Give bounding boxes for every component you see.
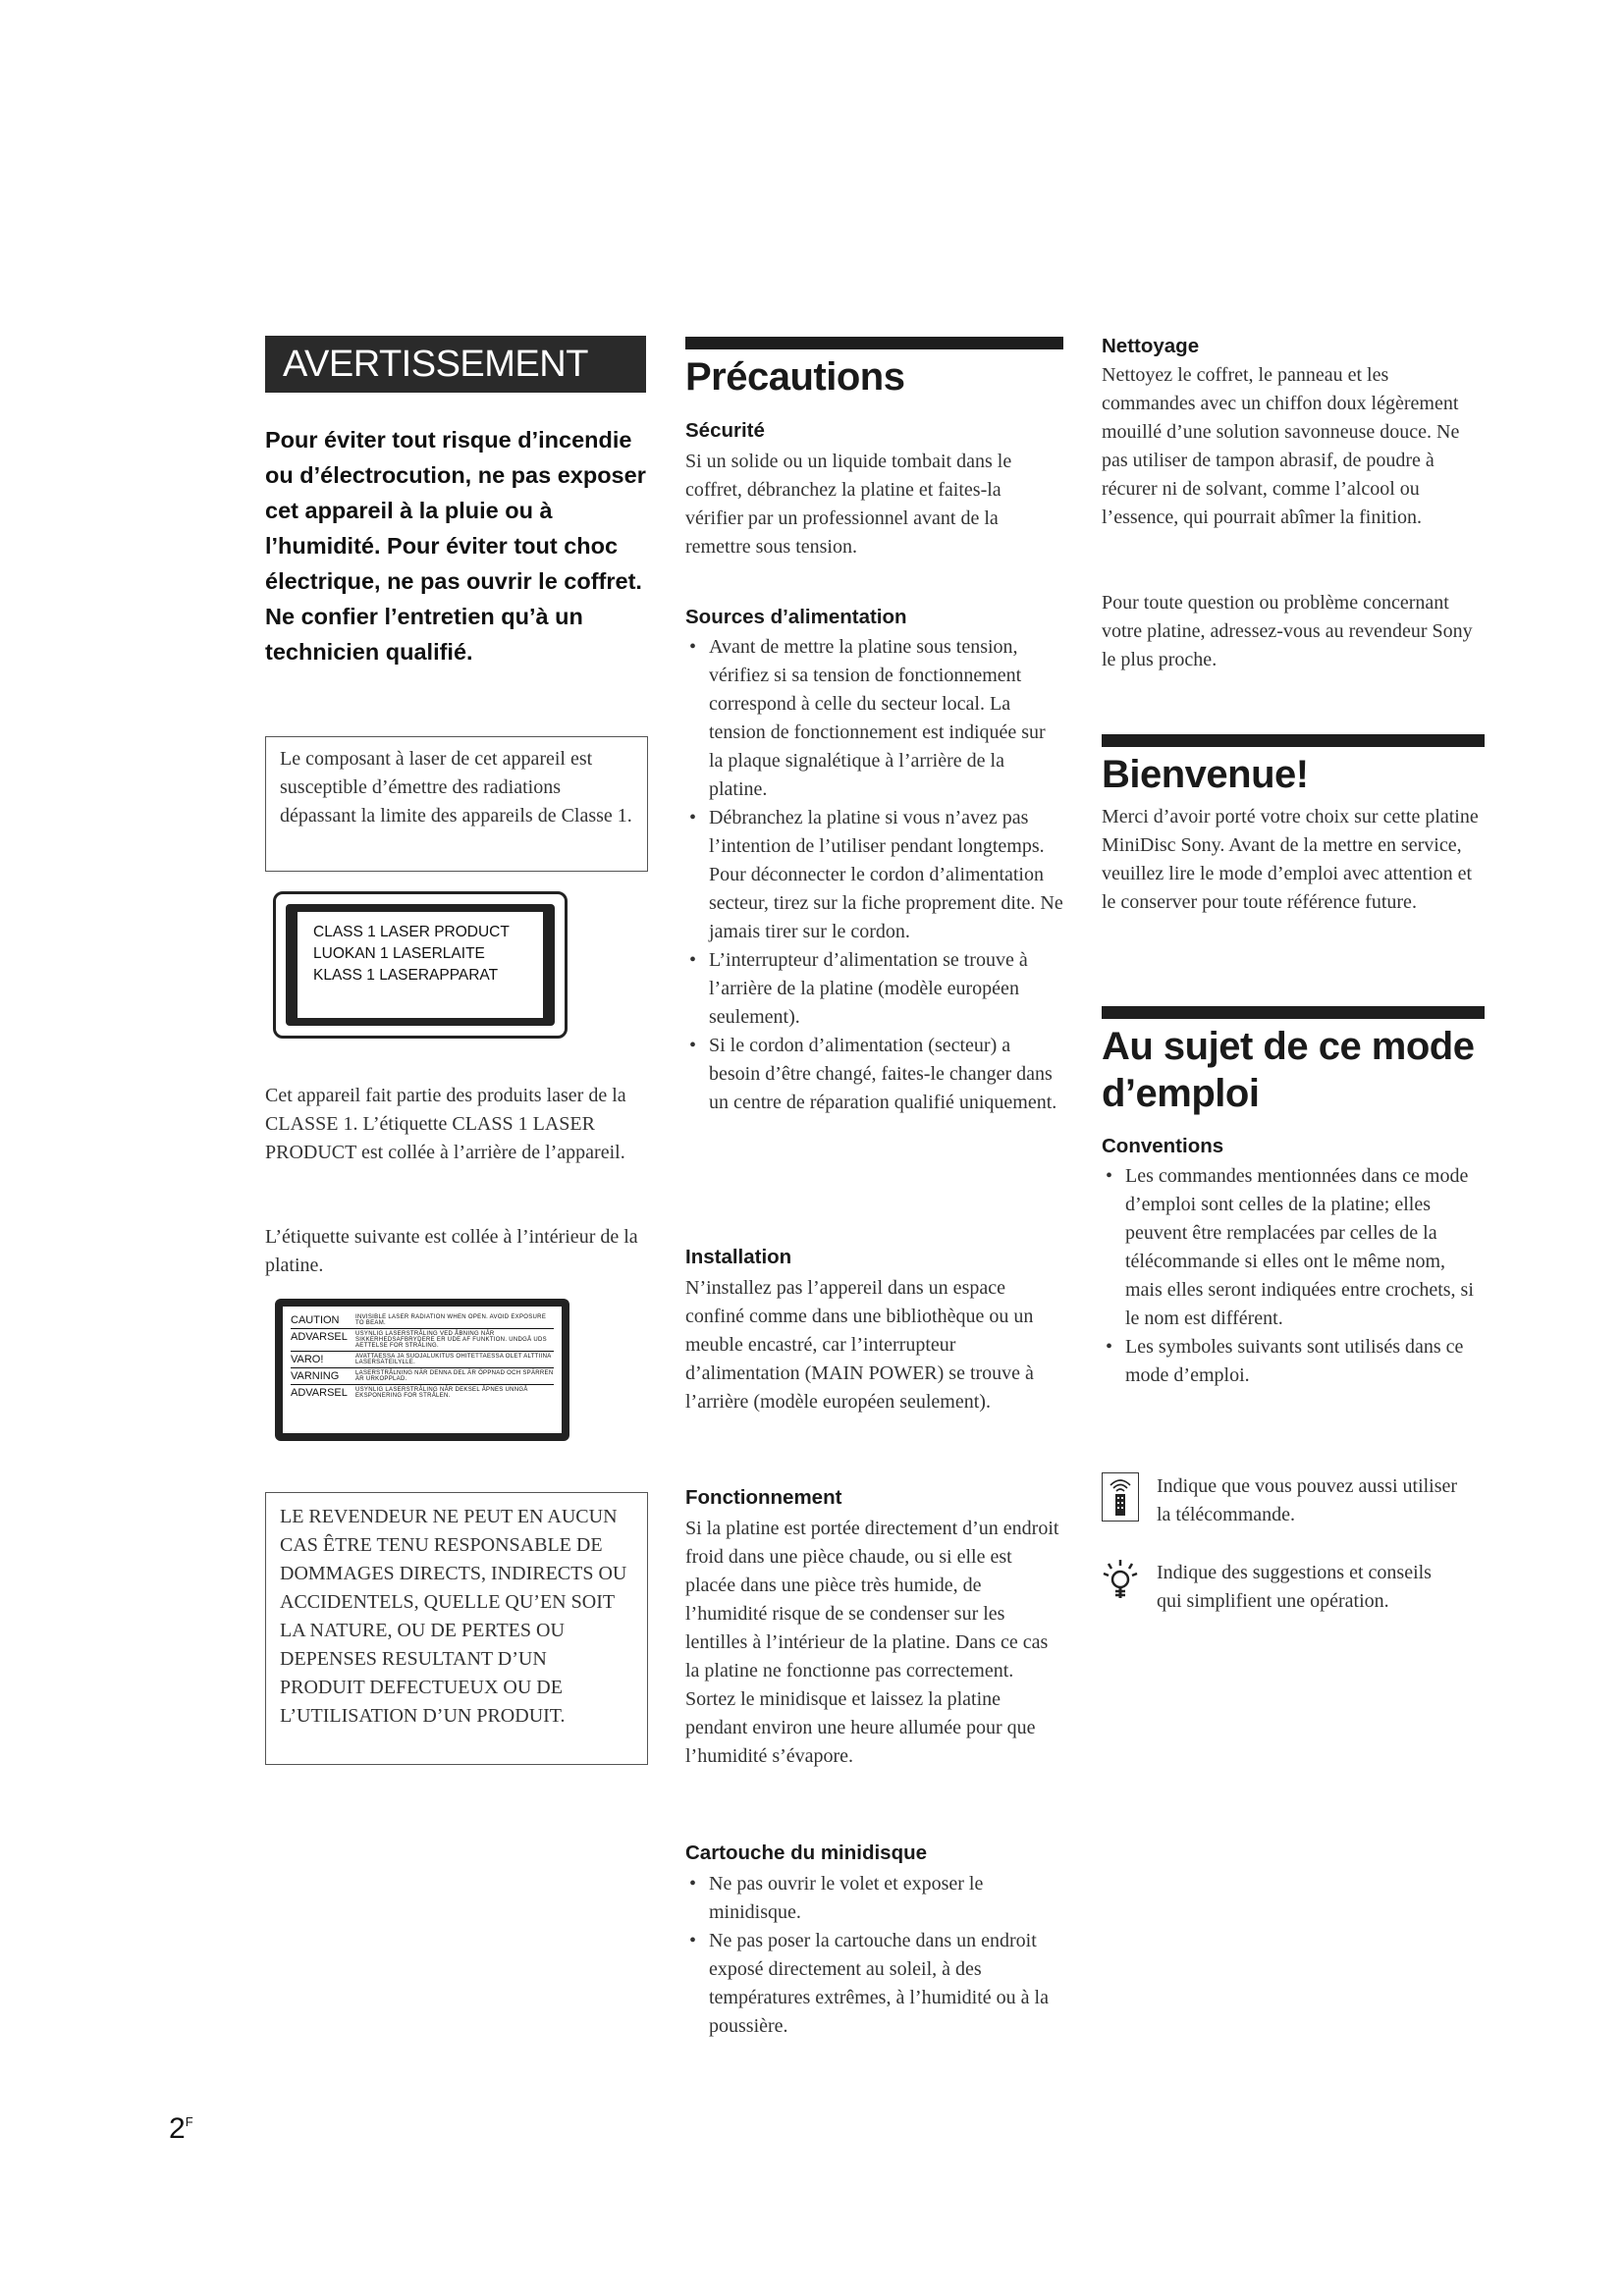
bienvenue-text: Merci d’avoir porté votre choix sur cette platine MiniDisc Sony. Avant de la mettre en service, veuillez lire le mode d’emploi avec attention et le conserver pour toute référence future.: [1102, 806, 1479, 913]
securite-heading: Sécurité: [685, 419, 765, 442]
liability-box: [265, 1492, 648, 1765]
class1-laser-label: [273, 891, 568, 1039]
remote-note: Indique que vous pouvez aussi utiliser la télécommande.: [1157, 1475, 1458, 1525]
warning-label-row: VARNING LASERSTRÅLNING NÄR DENNA DEL ÄR ÖPPNAD OCH SPÄRREN ÄR URKOPPLAD.: [291, 1368, 554, 1385]
cartouche-list: [685, 1870, 1063, 2041]
page-suffix: F: [185, 2114, 193, 2129]
bienvenue-title: Bienvenue!: [1102, 753, 1309, 796]
list-item: • Ne pas ouvrir le volet et exposer le minidisque.: [685, 1870, 1063, 1927]
warning-label-row: VARO! AVATTAESSA JA SUOJALUKITUS OHITETTAESSA OLET ALTTIINA LASERSÄTEILYLLE.: [291, 1352, 554, 1368]
warning-label-row: ADVARSEL USYNLIG LASERSTRÅLING VED ÅBNING NÅR SIKKERHEDSAFBRYDERE ER UDE AF FUNKTION. UNDGÅ UDS AETTELSE FOR STRÅLING.: [291, 1329, 554, 1352]
laser-notice-box: [265, 736, 648, 872]
ausujet-title: Au sujet de ce mode d’emploi: [1102, 1025, 1475, 1115]
remote-symbol-row: [1102, 1472, 1471, 1529]
remote-control-icon: [1102, 1472, 1139, 1522]
securite-text: Si un solide ou un liquide tombait dans le coffret, débranchez la platine et faites-la vérifier par un professionnel avant de la remettre sous tension.: [685, 451, 1012, 558]
safety-warning-text: Pour éviter tout risque d’incendie ou d’électrocution, ne pas exposer cet appareil à la pluie ou à l’humidité. Pour éviter tout choc électrique, ne pas ouvrir le coffret. Ne confier l’entretien qu’à un technicien qualifié.: [265, 427, 646, 665]
contact-text: Pour toute question ou problème concernant votre platine, adressez-vous au revendeur Sony le plus proche.: [1102, 592, 1473, 670]
sources-list: [685, 633, 1063, 1117]
cartouche-heading: Cartouche du minidisque: [685, 1842, 928, 1864]
sources-heading: Sources d’alimentation: [685, 606, 907, 628]
list-item: • L’interrupteur d’alimentation se trouve à l’arrière de la platine (modèle européen seulement).: [685, 946, 1063, 1032]
laser-label-line: CLASS 1 LASER PRODUCT: [313, 924, 510, 940]
section-rule: [1102, 1006, 1485, 1019]
precautions-title: Précautions: [685, 355, 905, 399]
nettoyage-text: Nettoyez le coffret, le panneau et les commandes avec un chiffon doux légèrement mouillé d’une solution savonneuse douce. Ne pas utiliser de tampon abrasif, de poudre à récurer ni de solvant, comme l’alcool ou l’essence, qui pourrait abîmer la finition.: [1102, 364, 1460, 528]
installation-text: N’installez pas l’appereil dans un espace confiné comme dans une bibliothèque ou un meuble encastré, car l’interrupteur d’alimentation (MAIN POWER) se trouve à l’arrière (modèle européen seulement).: [685, 1277, 1034, 1413]
laser-warning-label: [275, 1299, 569, 1441]
installation-heading: Installation: [685, 1246, 792, 1268]
warning-label-row: ADVARSEL USYNLIG LASERSTRÅLING NÅR DEKSEL ÅPNES UNNGÅ EKSPONERING FOR STRÅLEN.: [291, 1387, 528, 1399]
section-rule: [685, 337, 1063, 349]
list-item: • Si le cordon d’alimentation (secteur) a besoin d’être changé, faites-le changer dans un centre de réparation qualifié uniquement.: [685, 1032, 1063, 1117]
lightbulb-hint-icon: [1102, 1559, 1139, 1602]
conventions-list: [1102, 1162, 1485, 1390]
list-item: • Ne pas poser la cartouche dans un endroit exposé directement au soleil, à des températures extrêmes, à l’humidité ou à la poussière.: [685, 1927, 1063, 2041]
section-rule: [1102, 734, 1485, 747]
list-item: • Les symboles suivants sont utilisés dans ce mode d’emploi.: [1102, 1333, 1485, 1390]
fonctionnement-heading: Fonctionnement: [685, 1486, 842, 1509]
laser-notice-text: Le composant à laser de cet appareil est susceptible d’émettre des radiations dépassant la limite des appareils de Classe 1.: [280, 748, 632, 827]
conventions-heading: Conventions: [1102, 1135, 1224, 1157]
nettoyage-heading: Nettoyage: [1102, 335, 1200, 357]
class1-paragraph: Cet appareil fait partie des produits laser de la CLASSE 1. L’étiquette CLASS 1 LASER PRODUCT est collée à l’arrière de l’appareil.: [265, 1085, 626, 1163]
list-item: • Débranchez la platine si vous n’avez pas l’intention de l’utiliser pendant longtemps. Pour déconnecter le cordon d’alimentation secteur, tirez sur la fiche proprement dite. Ne jamais tirer sur le cordon.: [685, 804, 1063, 946]
page-number: $2^F$: [169, 2112, 193, 2145]
tip-symbol-row: [1102, 1559, 1451, 1616]
list-item: • Avant de mettre la platine sous tension, vérifiez si sa tension de fonctionnement correspond à celle du secteur local. La tension de fonctionnement est indiquée sur la plaque signalétique à l’arrière de la platine.: [685, 633, 1063, 804]
label-location-paragraph: L’étiquette suivante est collée à l’intérieur de la platine.: [265, 1226, 638, 1276]
tip-note: Indique des suggestions et conseils qui simplifient une opération.: [1157, 1562, 1432, 1612]
laser-label-line: KLASS 1 LASERAPPARAT: [313, 967, 499, 984]
list-item: • Les commandes mentionnées dans ce mode d’emploi sont celles de la platine; elles peuvent être remplacées par celles de la télécommande si elles ont le même nom, mais elles seront indiquées entre crochets, si le nom est différent.: [1102, 1162, 1485, 1333]
liability-text: LE REVENDEUR NE PEUT EN AUCUN CAS ÊTRE TENU RESPONSABLE DE DOMMAGES DIRECTS, INDIRECTS OU ACCIDENTELS, QUELLE QU’EN SOIT LA NATURE, OU DE PERTES OU DEPENSES RESULTANT D’UN PRODUIT DEFECTUEUX OU DE L’UTILISATION D’UN PRODUIT.: [280, 1506, 627, 1727]
fonctionnement-text: Si la platine est portée directement d’un endroit froid dans une pièce chaude, ou si elle est placée dans une pièce très humide, de l’humidité risque de se condenser sur les lentilles à l’intérieur de la platine. Dans ce cas la platine ne fonctionne pas correctement. Sortez le minidisque et laissez la platine pendant environ une heure allumée pour que l’humidité s’évapore.: [685, 1518, 1059, 1767]
avertissement-banner: AVERTISSEMENT: [265, 336, 646, 393]
warning-label-row: CAUTION INVISIBLE LASER RADIATION WHEN OPEN. AVOID EXPOSURE TO BEAM.: [291, 1312, 554, 1329]
laser-label-line: LUOKAN 1 LASERLAITE: [313, 945, 485, 962]
